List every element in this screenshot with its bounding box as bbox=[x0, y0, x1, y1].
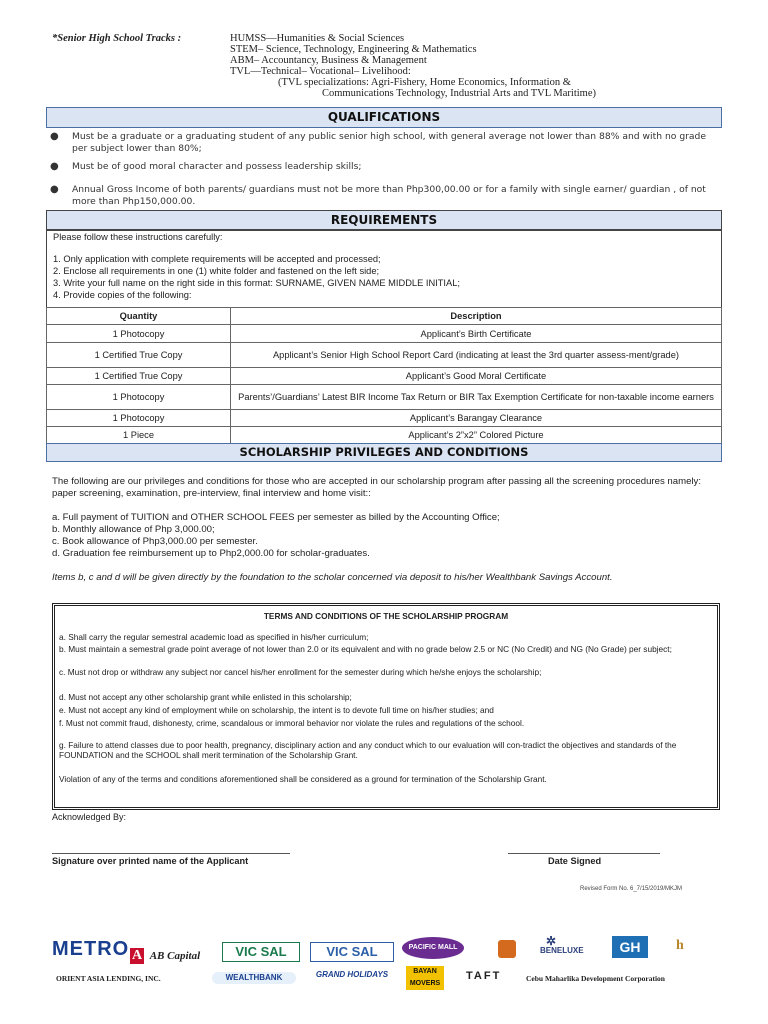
vicsal-investment-logo: VIC SAL bbox=[222, 942, 300, 962]
terms-item-g: g. Failure to attend classes due to poor health, pregnancy, disciplinary action and any conduct which to our evaluation will con-tradict the objectives and standards of the FOUNDATION and the SCHOOL shall merit termination of the Scholarship Grant. bbox=[59, 740, 677, 761]
grand-holidays-logo: GRAND HOLIDAYS bbox=[315, 970, 389, 979]
beneluxe-logo: ✲ BENELUXE bbox=[540, 934, 584, 955]
terms-item-c: c. Must not drop or withdraw any subject nor cancel his/her enrollment for the semester during which he/she enjoys the scholarship; bbox=[59, 667, 542, 677]
requirements-step: 3. Write your full name on the right side in this format: SURNAME, GIVEN NAME MIDDLE INITIAL; bbox=[53, 278, 460, 288]
privilege-item: b. Monthly allowance of Php 3,000.00; bbox=[52, 524, 215, 535]
privileges-note: Items b, c and d will be given directly by the foundation to the scholar concerned via deposit to his/her Wealthbank Savings Account. bbox=[52, 572, 613, 583]
row-desc: Parents’/Guardians’ Latest BIR Income Tax Return or BIR Tax Exemption Certificate for non-taxable income earners bbox=[231, 385, 722, 410]
terms-item-f: f. Must not commit fraud, dishonesty, crime, scandalous or immoral behavior nor violate the rules and regulations of the school. bbox=[59, 718, 525, 728]
qualification-item: ● Annual Gross Income of both parents/ guardians must not be more than Php300,00.00 or for a family with single earner/ guardian , of not more than Php150,000.00. bbox=[50, 184, 706, 207]
metro-logo: METRO bbox=[52, 938, 130, 960]
terms-violation: Violation of any of the terms and conditions aforementioned shall be considered as a ground for termination of the Scholarship Grant. bbox=[59, 774, 547, 784]
orient-asia-logo: ORIENT ASIA LENDING, INC. bbox=[56, 974, 161, 983]
privileges-header: SCHOLARSHIP PRIVILEGES AND CONDITIONS bbox=[46, 443, 722, 462]
gh-logo: GH bbox=[612, 936, 648, 958]
maharlika-mark-icon bbox=[498, 940, 516, 958]
privilege-item: a. Full payment of TUITION and OTHER SCHOOL FEES per semester as billed by the Accounting Office; bbox=[52, 512, 500, 523]
taft-logo: TAFT bbox=[466, 970, 502, 982]
acknowledged-label: Acknowledged By: bbox=[52, 812, 127, 822]
signature-label: Signature over printed name of the Applicant bbox=[52, 856, 249, 866]
tracks-label: *Senior High School Tracks : bbox=[52, 33, 182, 44]
cebu-maharlika-logo: Cebu Maharlika Development Corporation bbox=[526, 974, 665, 983]
track-stem: STEM– Science, Technology, Engineering & Mathematics bbox=[230, 44, 477, 55]
bullet-icon: ● bbox=[50, 161, 59, 172]
date-line bbox=[508, 853, 660, 854]
requirements-step: 2. Enclose all requirements in one (1) white folder and fastened on the left side; bbox=[53, 266, 380, 276]
h-mark-icon: h bbox=[676, 938, 684, 953]
col-quantity: Quantity bbox=[47, 308, 231, 325]
terms-box bbox=[52, 603, 720, 810]
row-desc: Applicant’s Good Moral Certificate bbox=[231, 368, 722, 385]
row-qty: 1 Photocopy bbox=[47, 410, 231, 427]
ab-capital-logo: A AB Capital bbox=[132, 948, 201, 963]
requirements-step: 4. Provide copies of the following: bbox=[53, 290, 192, 300]
qualification-item: ● Must be a graduate or a graduating student of any public senior high school, with general average not lower than 88% and with no grade per subject lower than 80%; bbox=[50, 131, 707, 154]
row-desc: Applicant’s 2”x2” Colored Picture bbox=[231, 427, 722, 444]
terms-title: TERMS AND CONDITIONS OF THE SCHOLARSHIP PROGRAM bbox=[263, 611, 509, 621]
track-tvl-spec-1: (TVL specializations: Agri-Fishery, Home Economics, Information & bbox=[278, 77, 571, 88]
track-abm: ABM– Accountancy, Business & Management bbox=[230, 55, 427, 66]
privilege-item: d. Graduation fee reimbursement up to Php2,000.00 for scholar-graduates. bbox=[52, 548, 370, 559]
row-qty: 1 Certified True Copy bbox=[47, 368, 231, 385]
row-desc: Applicant’s Birth Certificate bbox=[231, 325, 722, 343]
row-qty: 1 Photocopy bbox=[47, 385, 231, 410]
table-row bbox=[47, 385, 722, 410]
wealthbank-logo: WEALTHBANK bbox=[212, 972, 296, 984]
track-tvl-spec-2: Communications Technology, Industrial Arts and TVL Maritime) bbox=[322, 88, 596, 99]
qualifications-header: QUALIFICATIONS bbox=[46, 107, 722, 128]
table-row bbox=[47, 410, 722, 427]
row-desc: Applicant’s Senior High School Report Card (indicating at least the 3rd quarter assess-ment/grade) bbox=[231, 343, 722, 368]
track-tvl: TVL—Technical– Vocational– Livelihood: bbox=[230, 66, 411, 77]
row-desc: Applicant’s Barangay Clearance bbox=[231, 410, 722, 427]
terms-item-b: b. Must maintain a semestral grade point average of not lower than 2.0 or its equivalent and with no grade below 2.5 or NC (No Credit) and NG (No Grade) per subject; bbox=[59, 644, 672, 654]
ab-mark-icon: A bbox=[132, 948, 143, 963]
privilege-item: c. Book allowance of Php3,000.00 per semester. bbox=[52, 536, 258, 547]
terms-item-e: e. Must not accept any kind of employment while on scholarship, the intent is to devote full time on his/her studies; and bbox=[59, 705, 494, 715]
table-row bbox=[47, 368, 722, 385]
table-row bbox=[47, 427, 722, 444]
star-icon: ✲ bbox=[546, 934, 557, 948]
revised-form-note: Revised Form No. 6_7/15/2019/MKJM bbox=[580, 886, 683, 892]
row-qty: 1 Certified True Copy bbox=[47, 343, 231, 368]
row-qty: 1 Photocopy bbox=[47, 325, 231, 343]
table-row bbox=[47, 325, 722, 343]
terms-item-d: d. Must not accept any other scholarship grant while enlisted in this scholarship; bbox=[59, 692, 352, 702]
qualification-item: ● Must be of good moral character and possess leadership skills; bbox=[50, 161, 362, 172]
table-header-row bbox=[47, 308, 722, 325]
requirements-table bbox=[46, 307, 722, 444]
requirements-step: 1. Only application with complete requirements will be accepted and processed; bbox=[53, 254, 381, 264]
date-signed-label: Date Signed bbox=[548, 856, 602, 866]
bullet-icon: ● bbox=[50, 131, 59, 142]
terms-item-a: a. Shall carry the regular semestral academic load as specified in his/her curriculum; bbox=[59, 632, 369, 642]
track-humss: HUMSS—Humanities & Social Sciences bbox=[230, 33, 405, 44]
bullet-icon: ● bbox=[50, 184, 59, 195]
row-qty: 1 Piece bbox=[47, 427, 231, 444]
requirements-header: REQUIREMENTS bbox=[46, 210, 722, 231]
pacific-mall-logo: PACIFIC MALL bbox=[402, 937, 464, 959]
requirements-intro: Please follow these instructions carefully: bbox=[53, 232, 223, 242]
table-row bbox=[47, 343, 722, 368]
bayan-movers-logo: BAYAN MOVERS bbox=[406, 966, 444, 990]
signature-line bbox=[52, 853, 290, 854]
privileges-intro: The following are our privileges and conditions for those who are accepted in our scholarship program after passing all the screening procedures namely: paper screening, examination, pre-interview, final interview and home visit:: bbox=[52, 476, 702, 500]
vicsal-development-logo: VIC SAL bbox=[310, 942, 394, 962]
col-description: Description bbox=[231, 308, 722, 325]
